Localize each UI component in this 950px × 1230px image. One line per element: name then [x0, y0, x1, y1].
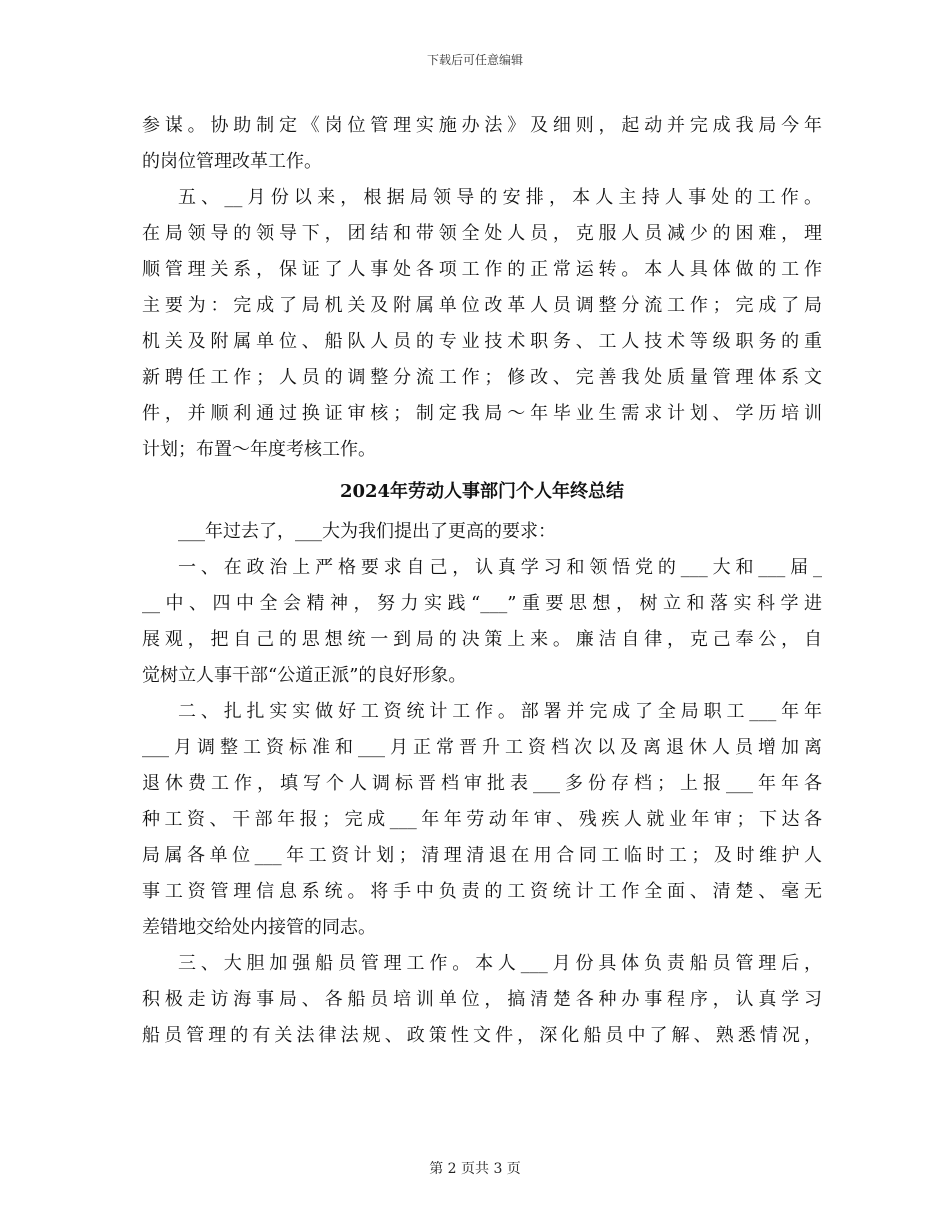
section-title: 2024年劳动人事部门个人年终总结: [339, 481, 625, 502]
text-line: 件，并顺利通过换证审核；制定我局～年毕业生需求计划、学历培训: [142, 403, 822, 424]
document-body: [142, 108, 822, 1054]
text-line: 顺管理关系，保证了人事处各项工作的正常运转。本人具体做的工作: [142, 259, 822, 280]
page-footer: 第 2 页共 3 页: [429, 1161, 521, 1177]
text-line: ___年过去了，___大为我们提出了更高的要求：: [178, 521, 556, 542]
text-line: 觉树立人事干部“公道正派”的良好形象。: [142, 665, 467, 686]
text-line: 展观，把自己的思想统一到局的决策上来。廉洁自律，克己奉公，自: [142, 629, 822, 650]
text-line: 差错地交给处内接管的同志。: [142, 917, 376, 938]
paragraph-b2: [142, 694, 822, 946]
text-line: 机关及附属单位、船队人员的专业技术职务、工人技术等级职务的重: [142, 331, 822, 352]
text-line: 五、__月份以来，根据局领导的安排，本人主持人事处的工作。: [178, 187, 822, 208]
text-line: 退休费工作，填写个人调标晋档审批表___多份存档；上报___年年各: [142, 773, 822, 794]
text-line: 积极走访海事局、各船员培训单位，搞清楚各种办事程序，认真学习: [142, 989, 822, 1010]
text-line: 主要为：完成了局机关及附属单位改革人员调整分流工作；完成了局: [142, 295, 822, 316]
text-line: 局属各单位___年工资计划；清理清退在用合同工临时工；及时维护人: [142, 845, 822, 866]
text-line: 三、大胆加强船员管理工作。本人___月份具体负责船员管理后，: [178, 953, 822, 974]
text-line: ___月调整工资标准和___月正常晋升工资档次以及离退休人员增加离: [142, 737, 822, 758]
text-line: 船员管理的有关法律法规、政策性文件，深化船员中了解、熟悉情况，: [142, 1025, 822, 1046]
text-line: 种工资、干部年报；完成___年年劳动年审、残疾人就业年审；下达各: [142, 809, 822, 830]
text-line: __中、四中全会精神，努力实践“___”重要思想，树立和落实科学进: [142, 593, 822, 614]
text-line: 的岗位管理改革工作。: [142, 151, 322, 172]
text-line: 在局领导的领导下，团结和带领全处人员，克服人员减少的困难，理: [142, 223, 822, 244]
text-line: 参谋。协助制定《岗位管理实施办法》及细则，起动并完成我局今年: [142, 115, 822, 136]
text-line: 事工资管理信息系统。将手中负责的工资统计工作全面、清楚、毫无: [142, 881, 822, 902]
paragraph-b1: [142, 550, 822, 694]
page-header: 下载后可任意编辑: [426, 53, 523, 67]
paragraph-a1: [142, 108, 822, 180]
text-line: 新聘任工作；人员的调整分流工作；修改、完善我处质量管理体系文: [142, 367, 822, 388]
paragraph-b3: [142, 946, 822, 1054]
paragraph-b-intro: [142, 514, 822, 550]
text-line: 一、在政治上严格要求自己，认真学习和领悟党的___大和___届_: [178, 557, 822, 578]
paragraph-a2: [142, 180, 822, 468]
text-line: 二、扎扎实实做好工资统计工作。部署并完成了全局职工___年年: [178, 701, 822, 722]
text-line: 计划；布置～年度考核工作。: [142, 439, 376, 460]
